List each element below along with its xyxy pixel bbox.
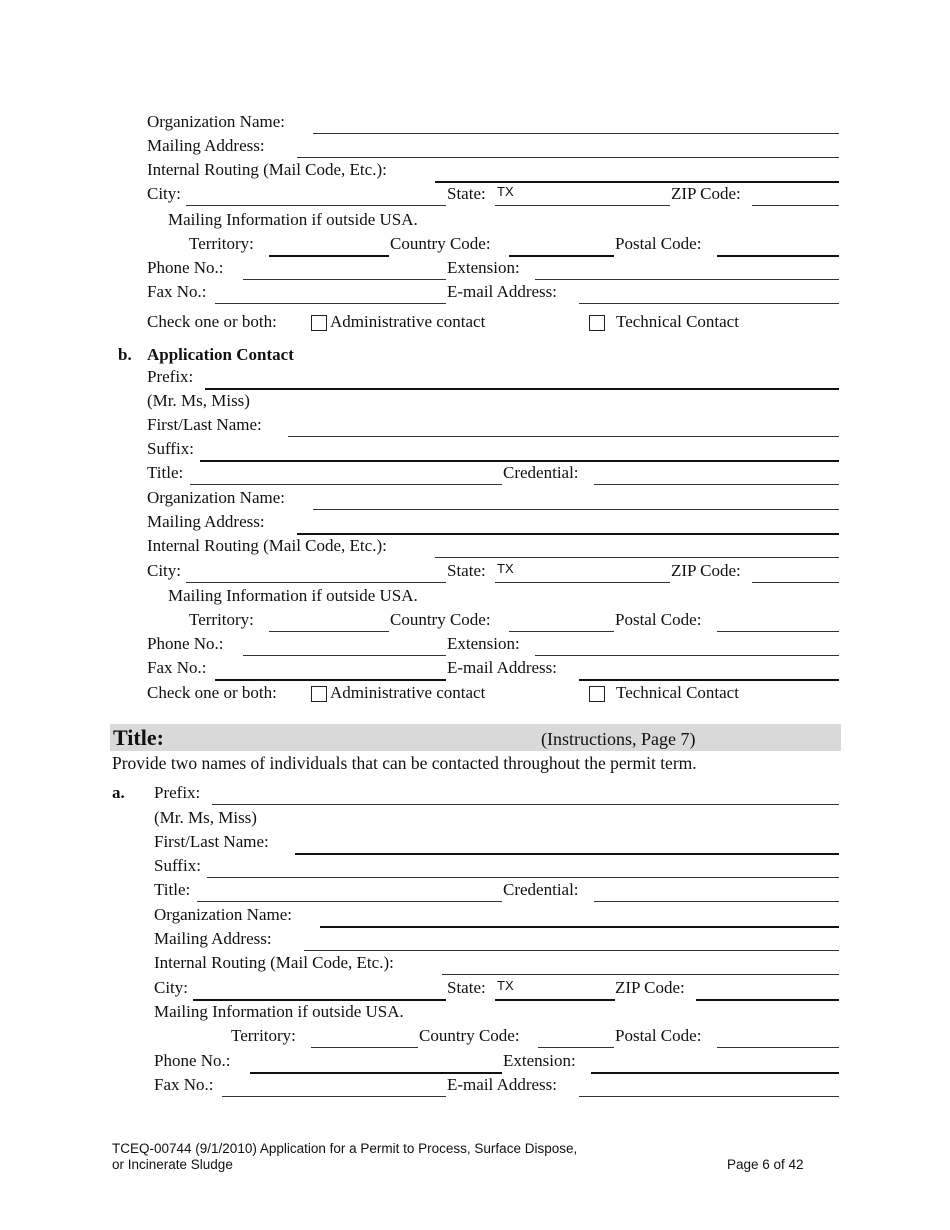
- top-phone-row: [147, 256, 839, 280]
- top-org-name-label: Organization Name:: [147, 112, 286, 131]
- pc-state-value: TX: [497, 978, 514, 993]
- top-zip-label: ZIP Code:: [671, 184, 741, 203]
- pc-credential-field[interactable]: [594, 878, 839, 902]
- top-extension-label: Extension:: [447, 258, 520, 277]
- top-email-field[interactable]: [579, 280, 839, 304]
- pc-fax-field[interactable]: [222, 1073, 446, 1097]
- top-admin-checkbox[interactable]: [311, 315, 327, 331]
- app-fax-row: [147, 656, 839, 680]
- pc-city-row: [154, 976, 839, 1000]
- app-state-value: TX: [497, 561, 514, 576]
- section4-instructions: (Instructions, Page 7): [541, 729, 696, 749]
- section4-intro: Provide two names of individuals that can be contacted throughout the permit term.: [112, 753, 697, 773]
- top-phone-label: Phone No.:: [147, 258, 224, 277]
- footer-page-number: Page 6 of 42: [727, 1157, 804, 1172]
- top-routing-field[interactable]: [435, 158, 839, 183]
- app-prefix-label: Prefix:: [147, 367, 194, 386]
- app-state-label: State:: [447, 561, 486, 580]
- pc-org-name-field[interactable]: [320, 903, 839, 928]
- top-mailing-label: Mailing Address:: [147, 136, 265, 155]
- app-routing-field[interactable]: [435, 534, 839, 558]
- app-territory-label: Territory:: [189, 610, 254, 629]
- pc-email-field[interactable]: [579, 1073, 839, 1097]
- app-postal-label: Postal Code:: [615, 610, 702, 629]
- top-tech-checkbox[interactable]: [589, 315, 605, 331]
- top-postal-label: Postal Code:: [615, 234, 702, 253]
- pc-zip-field[interactable]: [696, 976, 839, 1001]
- app-mailing-field[interactable]: [297, 510, 839, 535]
- pc-credential-label: Credential:: [503, 880, 579, 899]
- app-country-field[interactable]: [509, 608, 614, 632]
- pc-routing-field[interactable]: [442, 951, 839, 975]
- app-admin-checkbox[interactable]: [311, 686, 327, 702]
- pc-territory-field[interactable]: [311, 1024, 418, 1048]
- top-city-label: City:: [147, 184, 182, 203]
- top-org-name-row: [147, 110, 839, 134]
- top-mailing-row: [147, 134, 839, 158]
- pc-title-field[interactable]: [197, 878, 502, 902]
- app-suffix-row: [147, 437, 839, 461]
- app-routing-row: [147, 534, 839, 558]
- pc-postal-label: Postal Code:: [615, 1026, 702, 1045]
- app-territory-field[interactable]: [269, 608, 389, 632]
- app-zip-label: ZIP Code:: [671, 561, 741, 580]
- app-state-field[interactable]: [495, 559, 670, 583]
- app-phone-label: Phone No.:: [147, 634, 224, 653]
- app-org-name-field[interactable]: [313, 486, 839, 510]
- top-org-name-field[interactable]: [313, 110, 839, 134]
- app-title-row: [147, 461, 839, 485]
- top-tech-label: Technical Contact: [616, 312, 739, 331]
- pc-suffix-field[interactable]: [207, 854, 839, 878]
- app-tech-label: Technical Contact: [616, 683, 739, 702]
- top-territory-field[interactable]: [269, 232, 389, 257]
- top-zip-field[interactable]: [752, 182, 839, 206]
- app-mailing-label: Mailing Address:: [147, 512, 265, 531]
- pc-mailing-info: Mailing Information if outside USA.: [154, 1002, 404, 1021]
- pc-extension-label: Extension:: [503, 1051, 576, 1070]
- app-email-label: E-mail Address:: [447, 658, 558, 677]
- top-check-row: [147, 310, 839, 334]
- app-prefix-hint: (Mr. Ms, Miss): [147, 391, 250, 410]
- pc-city-field[interactable]: [193, 976, 446, 1001]
- top-extension-field[interactable]: [535, 256, 839, 280]
- app-prefix-row: [147, 365, 839, 389]
- footer-form-line2: or Incinerate Sludge: [112, 1157, 233, 1172]
- pc-name-row: [154, 830, 839, 854]
- app-check-label: Check one or both:: [147, 683, 277, 702]
- pc-prefix-row: [154, 781, 839, 805]
- top-phone-field[interactable]: [243, 256, 446, 280]
- pc-routing-label: Internal Routing (Mail Code, Etc.):: [154, 953, 394, 972]
- app-check-row: [147, 681, 839, 705]
- app-suffix-label: Suffix:: [147, 439, 194, 458]
- app-fax-label: Fax No.:: [147, 658, 207, 677]
- pc-prefix-field[interactable]: [212, 781, 839, 805]
- app-title-label: Title:: [147, 463, 184, 482]
- app-name-label: First/Last Name:: [147, 415, 262, 434]
- app-city-field[interactable]: [186, 559, 446, 583]
- pc-phone-row: [154, 1049, 839, 1073]
- section4-header: [110, 724, 841, 751]
- footer-form-id: [112, 1141, 577, 1173]
- top-check-label: Check one or both:: [147, 312, 277, 331]
- pc-name-label: First/Last Name:: [154, 832, 269, 851]
- app-mailing-info: Mailing Information if outside USA.: [168, 586, 418, 605]
- app-city-label: City:: [147, 561, 182, 580]
- top-state-field[interactable]: [495, 182, 670, 206]
- top-country-label: Country Code:: [390, 234, 491, 253]
- pc-fax-label: Fax No.:: [154, 1075, 214, 1094]
- top-country-field[interactable]: [509, 232, 614, 257]
- top-fax-row: [147, 280, 839, 304]
- pc-suffix-label: Suffix:: [154, 856, 201, 875]
- pc-state-label: State:: [447, 978, 486, 997]
- app-phone-field[interactable]: [243, 632, 446, 656]
- top-fax-label: Fax No.:: [147, 282, 207, 301]
- app-email-field[interactable]: [579, 656, 839, 681]
- pc-title-label: Title:: [154, 880, 191, 899]
- footer-form-line1: TCEQ-00744 (9/1/2010) Application for a Permit to Process, Surface Dispose,: [112, 1141, 578, 1156]
- app-tech-checkbox[interactable]: [589, 686, 605, 702]
- top-city-row: [147, 182, 839, 206]
- pc-prefix-hint: (Mr. Ms, Miss): [154, 808, 257, 827]
- top-routing-row: [147, 158, 839, 182]
- app-extension-field[interactable]: [535, 632, 839, 656]
- top-mailing-field[interactable]: [297, 134, 839, 158]
- app-contact-letter: b.: [118, 345, 132, 364]
- app-contact-heading: Application Contact: [147, 345, 294, 364]
- pc-extension-field[interactable]: [591, 1049, 839, 1074]
- pc-org-name-row: [154, 903, 839, 927]
- app-org-name-label: Organization Name:: [147, 488, 286, 507]
- app-postal-field[interactable]: [717, 608, 839, 632]
- app-name-row: [147, 413, 839, 437]
- app-phone-row: [147, 632, 839, 656]
- app-territory-row: [189, 608, 839, 632]
- app-title-field[interactable]: [190, 461, 502, 485]
- app-routing-label: Internal Routing (Mail Code, Etc.):: [147, 536, 387, 555]
- pc-postal-field[interactable]: [717, 1024, 839, 1048]
- top-email-label: E-mail Address:: [447, 282, 558, 301]
- pc-letter: a.: [112, 783, 125, 802]
- pc-mailing-field[interactable]: [304, 927, 839, 951]
- app-name-field[interactable]: [288, 413, 839, 437]
- app-extension-label: Extension:: [447, 634, 520, 653]
- top-state-label: State:: [447, 184, 486, 203]
- app-mailing-row: [147, 510, 839, 534]
- pc-name-field[interactable]: [295, 830, 839, 855]
- pc-email-label: E-mail Address:: [447, 1075, 558, 1094]
- pc-mailing-row: [154, 927, 839, 951]
- top-admin-label: Administrative contact: [330, 312, 486, 331]
- app-admin-label: Administrative contact: [330, 683, 486, 702]
- app-org-name-row: [147, 486, 839, 510]
- pc-org-name-label: Organization Name:: [154, 905, 293, 924]
- top-postal-field[interactable]: [717, 232, 839, 257]
- app-city-row: [147, 559, 839, 583]
- app-credential-field[interactable]: [594, 461, 839, 485]
- top-fax-field[interactable]: [215, 280, 446, 304]
- top-state-value: TX: [497, 184, 514, 199]
- pc-phone-field[interactable]: [250, 1049, 502, 1074]
- pc-routing-row: [154, 951, 839, 975]
- top-mailing-info: Mailing Information if outside USA.: [168, 210, 418, 229]
- pc-city-label: City:: [154, 978, 189, 997]
- pc-title-row: [154, 878, 839, 902]
- app-zip-field[interactable]: [752, 559, 839, 583]
- top-territory-row: [189, 232, 839, 256]
- app-fax-field[interactable]: [215, 656, 446, 681]
- pc-mailing-label: Mailing Address:: [154, 929, 272, 948]
- pc-state-field[interactable]: [495, 976, 615, 1001]
- section4-title: Title:: [113, 725, 164, 750]
- pc-suffix-row: [154, 854, 839, 878]
- pc-territory-row: [231, 1024, 839, 1048]
- pc-territory-label: Territory:: [231, 1026, 296, 1045]
- app-prefix-field[interactable]: [205, 365, 839, 390]
- top-city-field[interactable]: [186, 182, 446, 206]
- top-routing-label: Internal Routing (Mail Code, Etc.):: [147, 160, 387, 179]
- app-country-label: Country Code:: [390, 610, 491, 629]
- pc-prefix-label: Prefix:: [154, 783, 201, 802]
- pc-phone-label: Phone No.:: [154, 1051, 231, 1070]
- app-suffix-field[interactable]: [200, 437, 839, 462]
- pc-country-label: Country Code:: [419, 1026, 520, 1045]
- pc-fax-row: [154, 1073, 839, 1097]
- app-credential-label: Credential:: [503, 463, 579, 482]
- pc-country-field[interactable]: [538, 1024, 614, 1048]
- top-territory-label: Territory:: [189, 234, 254, 253]
- pc-zip-label: ZIP Code:: [615, 978, 685, 997]
